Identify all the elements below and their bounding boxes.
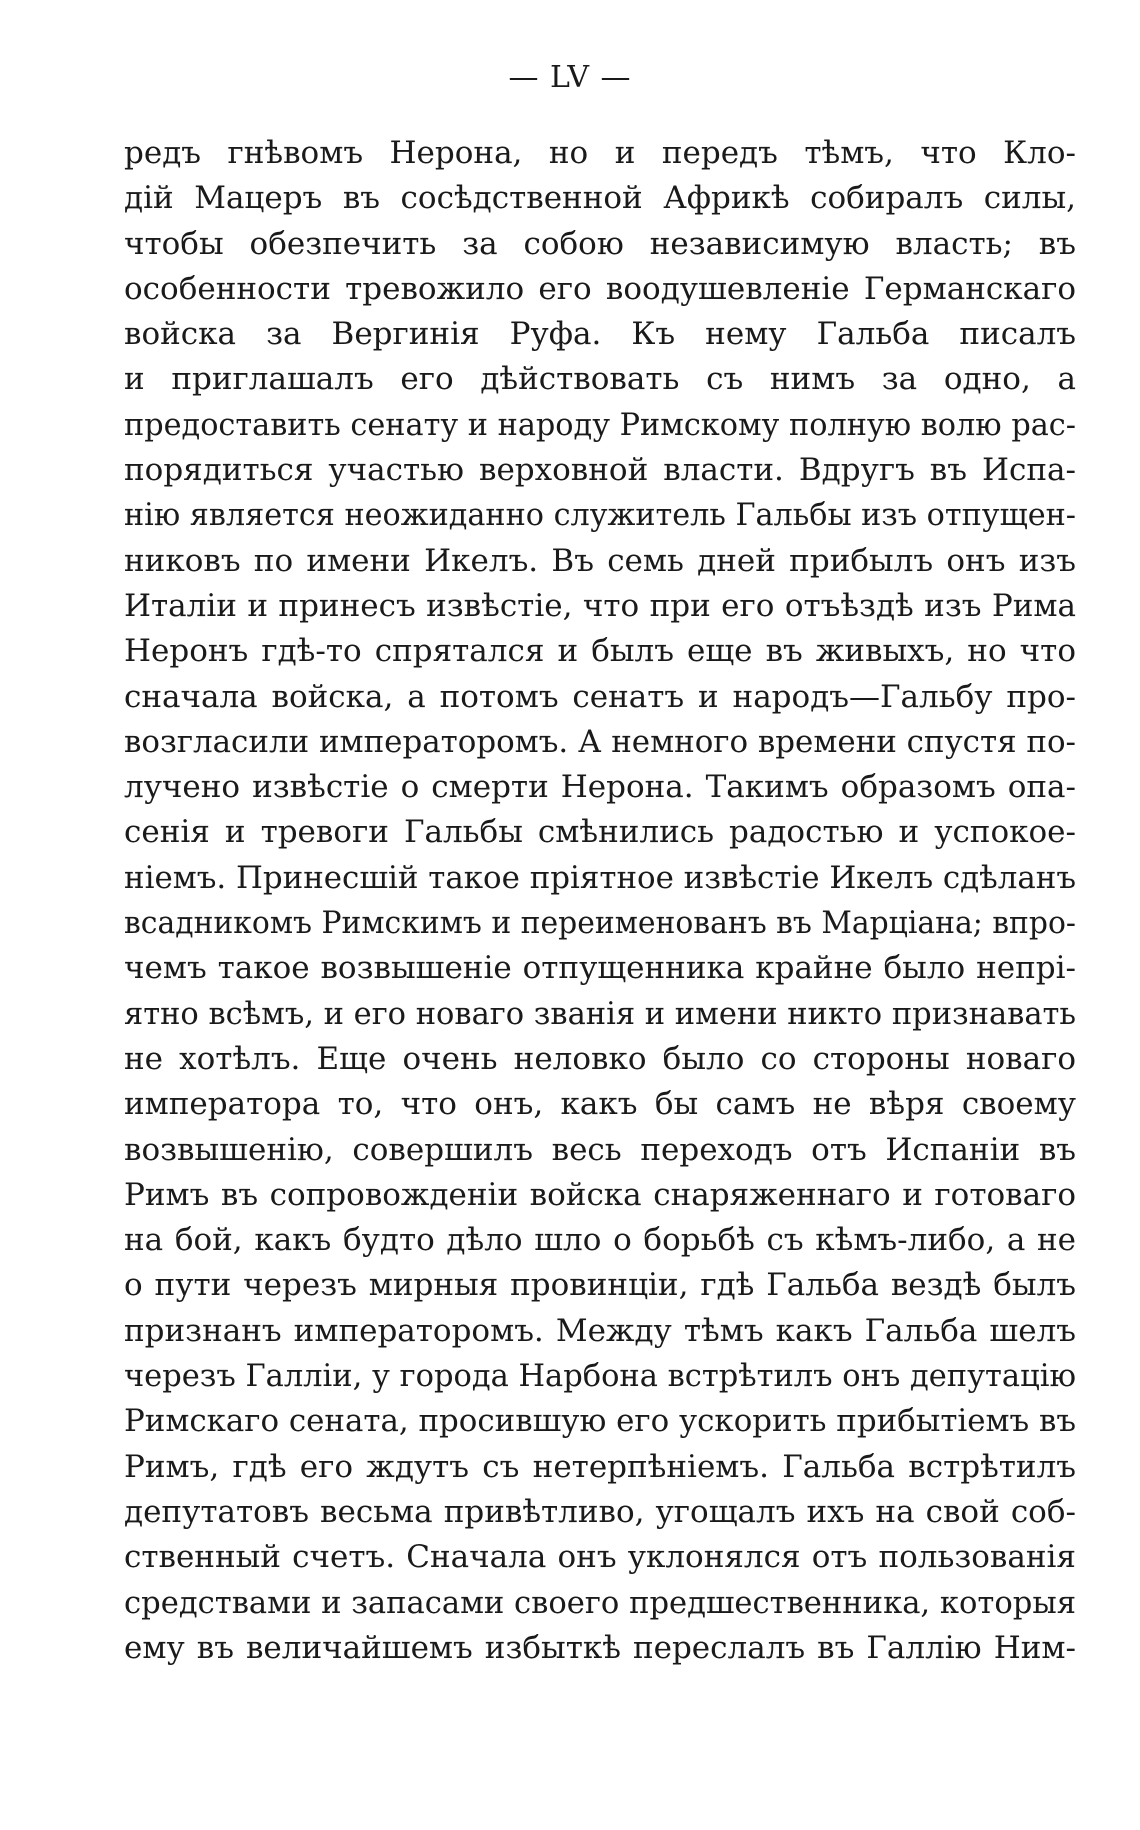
text-line: сначала войска, а потомъ сенатъ и народъ—Гальбу про- [124, 678, 1076, 715]
text-line: ственный счетъ. Сначала онъ уклонялся отъ пользованія [124, 1539, 1076, 1576]
text-line: предоставить сенату и народу Римскому полную волю рас- [124, 406, 1076, 443]
text-line: возвышенію, совершилъ весь переходъ отъ Испаніи въ [124, 1131, 1076, 1168]
text-line: ятно всѣмъ, и его новаго званія и имени никто признавать [124, 995, 1076, 1032]
text-line: Италіи и принесъ извѣстіе, что при его отъѣздѣ изъ Рима [124, 587, 1076, 624]
text-line: Неронъ гдѣ-то спрятался и былъ еще въ живыхъ, но что [124, 633, 1076, 670]
text-line: ему въ величайшемъ избыткѣ переслалъ въ Галлію Ним- [124, 1629, 1076, 1666]
text-line: войска за Вергинія Руфа. Къ нему Гальба писалъ [124, 316, 1076, 353]
text-line: ніемъ. Принесшій такое пріятное извѣстіе Икелъ сдѣланъ [124, 859, 1076, 896]
page-number: — LV — [508, 60, 632, 95]
text-line: порядиться участью верховной власти. Вдругъ въ Испа- [124, 452, 1076, 489]
body-text [124, 131, 1076, 1671]
text-line: признанъ императоромъ. Между тѣмъ какъ Гальба шелъ [124, 1312, 1076, 1349]
text-line: черезъ Галліи, у города Нарбона встрѣтилъ онъ депутацію [124, 1358, 1076, 1395]
text-line: средствами и запасами своего предшественника, которыя [124, 1584, 1076, 1621]
text-line: сенія и тревоги Гальбы смѣнились радостью и успокое- [124, 814, 1076, 851]
text-line: никовъ по имени Икелъ. Въ семь дней прибылъ онъ изъ [124, 542, 1076, 579]
text-line: Римъ, гдѣ его ждутъ съ нетерпѣніемъ. Гальба встрѣтилъ [124, 1448, 1076, 1485]
text-line: не хотѣлъ. Еще очень неловко было со стороны новаго [124, 1040, 1076, 1077]
text-line: на бой, какъ будто дѣло шло о борьбѣ съ кѣмъ-либо, а не [124, 1222, 1076, 1259]
text-line: всадникомъ Римскимъ и переименованъ въ Марціана; впро- [124, 905, 1076, 942]
text-line: лучено извѣстіе о смерти Нерона. Такимъ образомъ опа- [124, 769, 1076, 806]
text-line: нію является неожиданно служитель Гальбы изъ отпущен- [124, 497, 1076, 534]
text-line: чемъ такое возвышеніе отпущенника крайне было непрі- [124, 950, 1076, 987]
text-line: редъ гнѣвомъ Нерона, но и передъ тѣмъ, что Кло- [124, 135, 1076, 171]
text-line: и приглашалъ его дѣйствовать съ нимъ за одно, а [124, 361, 1076, 398]
text-line: дій Мацеръ въ сосѣдственной Африкѣ собиралъ силы, [124, 180, 1076, 217]
text-line: Римъ въ сопровожденіи войска снаряженнаго и готоваго [124, 1176, 1076, 1213]
text-line: Римскаго сената, просившую его ускорить прибытіемъ въ [124, 1403, 1076, 1440]
text-line: возгласили императоромъ. А немного времени спустя по- [124, 723, 1076, 760]
text-line: чтобы обезпечить за собою независимую власть; въ [124, 225, 1076, 262]
text-line: особенности тревожило его воодушевленіе Германскаго [124, 270, 1076, 307]
text-line: депутатовъ весьма привѣтливо, угощалъ ихъ на свой соб- [124, 1493, 1076, 1530]
text-line: о пути черезъ мирныя провинціи, гдѣ Гальба вездѣ былъ [124, 1267, 1076, 1304]
text-line: императора то, что онъ, какъ бы самъ не вѣря своему [124, 1086, 1076, 1123]
